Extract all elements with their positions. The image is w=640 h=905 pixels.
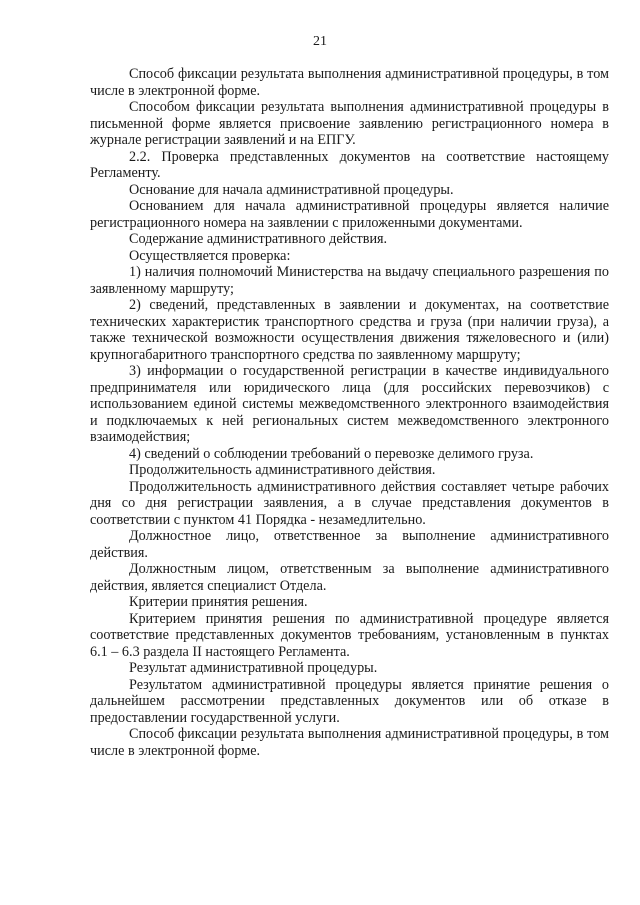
paragraph: Способом фиксации результата выполнения административной процедуры в письменной форме является присвоение заявлению регистрационного номера в журнале регистрации заявлений и на ЕПГУ. xyxy=(90,99,609,148)
paragraph: Критерии принятия решения. xyxy=(129,594,308,610)
paragraph: 2) сведений, представленных в заявлении и документах, на соответствие технических характеристик транспортного средства и груза (при наличии груза), а также технической возможности осуществления движения тяжеловесного и (или) крупногабаритного транспортного средства по заявленному маршруту; xyxy=(90,297,609,363)
paragraph: 2.2. Проверка представленных документов на соответствие настоящему Регламенту. xyxy=(90,148,609,181)
page-number: 21 xyxy=(313,34,327,49)
paragraph: Результат административной процедуры. xyxy=(129,660,378,676)
paragraph: Осуществляется проверка: xyxy=(129,247,291,264)
paragraph: 3) информации о государственной регистрации в качестве индивидуального предпринимателя или юридического лица (для российских перевозчиков) с использованием единой системы межведомственного электронного взаимодействия и подключаемых к ней региональных систем межведомственного электронного взаимодействия; xyxy=(90,363,609,445)
document-body xyxy=(90,66,609,759)
paragraph: Основанием для начала административной процедуры является наличие регистрационного номера на заявлении с приложенными документами. xyxy=(90,198,609,231)
paragraph: Продолжительность административного действия составляет четыре рабочих дня со дня регистрации заявления, а в случае представления документов в соответствии с пунктом 41 Порядка - незамедлительно. xyxy=(90,478,609,528)
paragraph: Продолжительность административного действия. xyxy=(129,462,436,478)
paragraph: Должностным лицом, ответственным за выполнение административного действия, является специалист Отдела. xyxy=(90,561,609,594)
paragraph: Способ фиксации результата выполнения административной процедуры, в том числе в электронной форме. xyxy=(90,66,609,99)
paragraph: Способ фиксации результата выполнения административной процедуры, в том числе в электронной форме. xyxy=(90,726,609,759)
paragraph: 1) наличия полномочий Министерства на выдачу специального разрешения по заявленному маршруту; xyxy=(90,264,609,297)
paragraph: Должностное лицо, ответственное за выполнение административного действия. xyxy=(90,528,609,561)
paragraph: Содержание административного действия. xyxy=(129,231,388,247)
paragraph: Основание для начала административной процедуры. xyxy=(129,181,454,198)
paragraph: 4) сведений о соблюдении требований о перевозке делимого груза. xyxy=(129,445,534,462)
paragraph: Критерием принятия решения по административной процедуре является соответствие представленных документов требованиям, установленным в пунктах 6.1 – 6.3 раздела II настоящего Регламента. xyxy=(90,610,609,660)
paragraph: Результатом административной процедуры является принятие решения о дальнейшем рассмотрении представленных документов или об отказе в предоставлении государственной услуги. xyxy=(90,676,609,726)
